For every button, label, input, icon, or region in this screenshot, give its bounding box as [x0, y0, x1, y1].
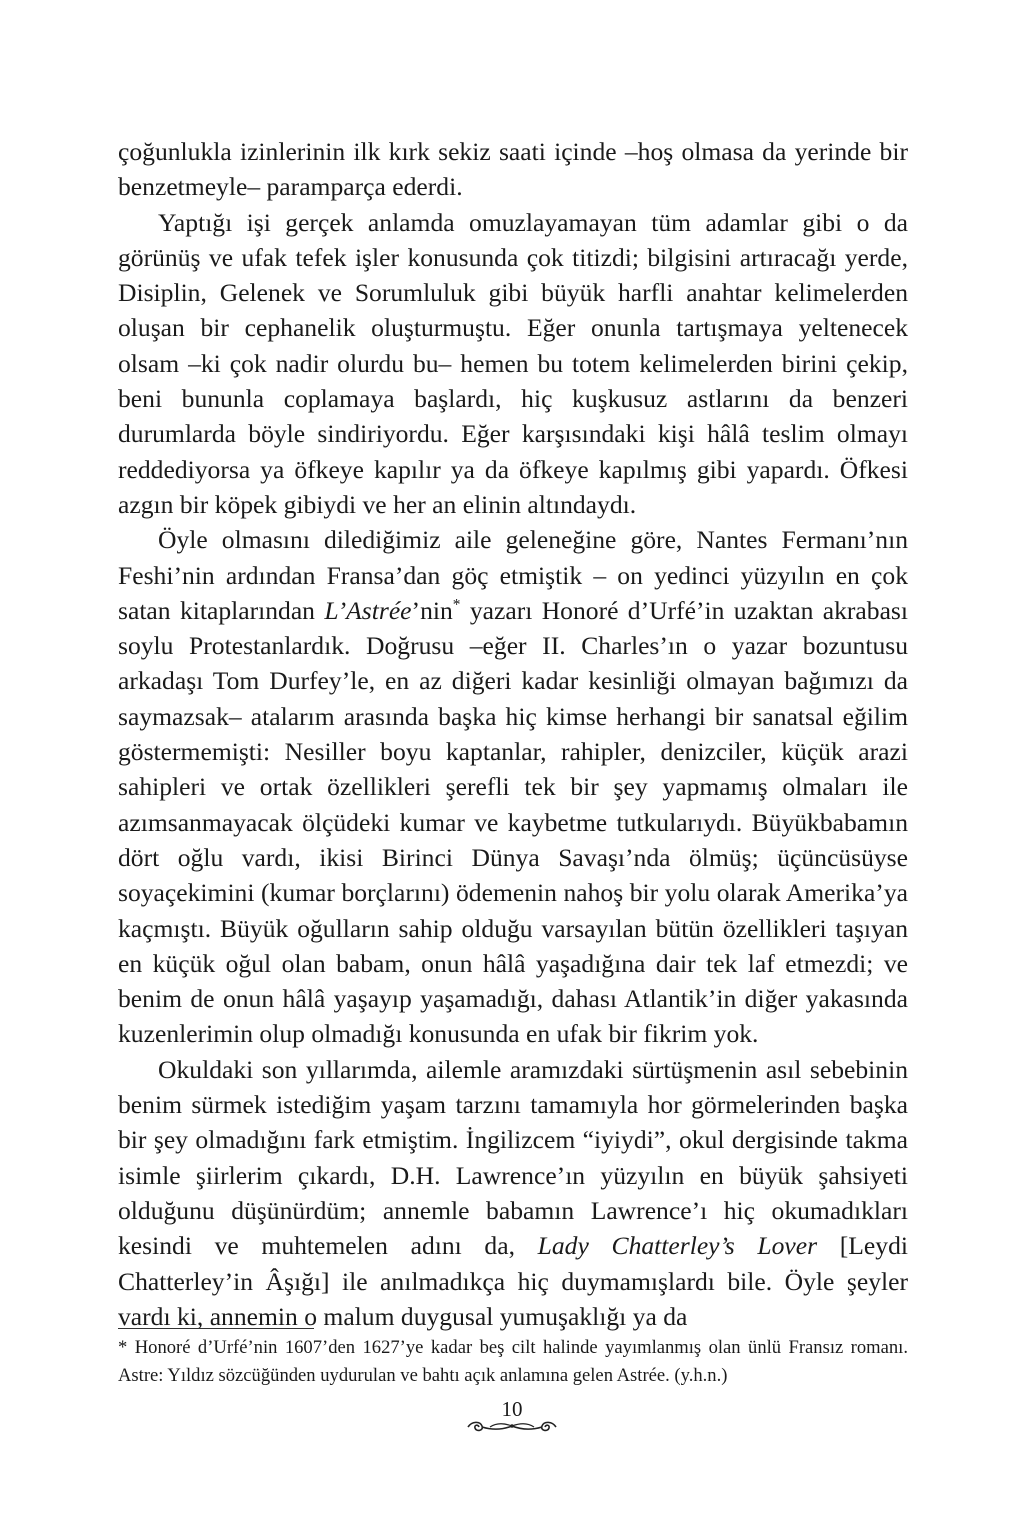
paragraph-3-text-c: yazarı Honoré d’Urfé’in uzaktan akrabası soylu Protestanlardık. Doğrusu –eğer II. Charles’ın o yazar bozuntusu arkadaşı Tom Durfey’le, en az diğeri kadar kesinliği olmayan bağımızı da saymazsak– atalarım arasında başka hiç kimse herhangi bir sanatsal eğilim göstermemişti: Nesiller boyu kaptanlar, rahipler, denizciler, küçük arazi sahipleri ve ortak özellikleri şerefli tek bir şey yapmamış olmaları ile azımsanmayacak ölçüdeki kumar ve kaybetme tutkularıydı. Büyükbabamın dört oğlu vardı, ikisi Birinci Dünya Savaşı’nda ölmüş; üçüncüsüyse soyaçekimini (kumar borçlarını) ödemenin nahoş bir yolu olarak Amerika’ya kaçmıştı. Büyük oğulların sahip olduğu varsayılan bütün özellikleri taşıyan en küçük oğul olan babam, onun hâlâ yaşadığına dair tek laf etmezdi; ve benim de onun hâlâ yaşayıp yaşamadığı, dahası Atlantik’in diğer yakasında kuzenlerimin olup olmadığı konusunda en ufak bir fikrim yok.: [118, 595, 909, 1049]
paragraph-3-text-b: ’nin: [411, 595, 453, 625]
book-title-lady-chatterley: Lady Chatterley’s Lover: [537, 1231, 818, 1261]
footnote-marker: *: [452, 596, 461, 614]
page-number: 10: [501, 1397, 523, 1421]
paragraph-3: [118, 522, 908, 1051]
footnote: * Honoré d’Urfé’nin 1607’den 1627’ye kadar beş cilt halinde yayımlanmış olan ünlü Fransız romanı. Astre: Yıldız sözcüğünden uydurulan ve bahtı açık anlamına gelen Astrée. (y.h.n.): [118, 1337, 908, 1386]
book-title-lastree: L’Astrée: [324, 595, 412, 625]
footnote-divider: [118, 1328, 314, 1329]
paragraph-4: [118, 1052, 908, 1334]
scroll-flourish-icon: [462, 1418, 562, 1434]
paragraph-4-text-b: [Leydi Chatterley’in Âşığı] ile anılmadıkça hiç duymamışlardı bile. Öyle şeyler vardı ki, annemin o malum duygusal yumuşaklığı ya da: [118, 1231, 908, 1331]
paragraph-4-text-a: Okuldaki son yıllarımda, ailemle aramızdaki sürtüşmenin asıl sebebinin benim sürmek istediğim yaşam tarzını tamamıyla hor görmelerinden başka bir şey olmadığını fark etmiştim. İngilizcem “iyiydi”, okul dergisinde takma isimle şiirlerim çıkardı, D.H. Lawrence’ın yüzyılın en büyük şahsiyeti olduğunu düşünürdüm; annemle babamın Lawrence’ı hiç okumadıkları kesindi ve muhtemelen adını da,: [118, 1054, 908, 1261]
paragraph-2: Yaptığı işi gerçek anlamda omuzlayamayan tüm adamlar gibi o da görünüş ve ufak tefek işler konusunda çok titizdi; bilgisini artıracağı yerde, Disiplin, Gelenek ve Sorumluluk gibi büyük harfli anahtar kelimelerden oluşan bir cephanelik oluşturmuştu. Eğer onunla tartışmaya yeltenecek olsam –ki çok nadir olurdu bu– hemen bu totem kelimelerden birini çekip, beni bununla coplamaya başlardı, hiç kuşkusuz astlarını da benzeri durumlarda böyle sindiriyordu. Eğer karşısındaki kişi hâlâ teslim olmayı reddediyorsa ya öfkeye kapılır ya da öfkeye kapılmış gibi yapardı. Öfkesi azgın bir köpek gibiydi ve her an elinin altındaydı.: [118, 207, 908, 519]
main-text: [118, 134, 908, 1334]
paragraph-3-text-a: Öyle olmasını dilediğimiz aile geleneğine göre, Nantes Fermanı’nın Feshi’nin ardından Fransa’dan göç etmiştik – on yedinci yüzyılın en çok satan kitaplarından: [118, 525, 908, 625]
paragraph-1: çoğunlukla izinlerinin ilk kırk sekiz saati içinde –hoş olmasa da yerinde bir benzetmeyle– paramparça ederdi.: [118, 137, 908, 202]
